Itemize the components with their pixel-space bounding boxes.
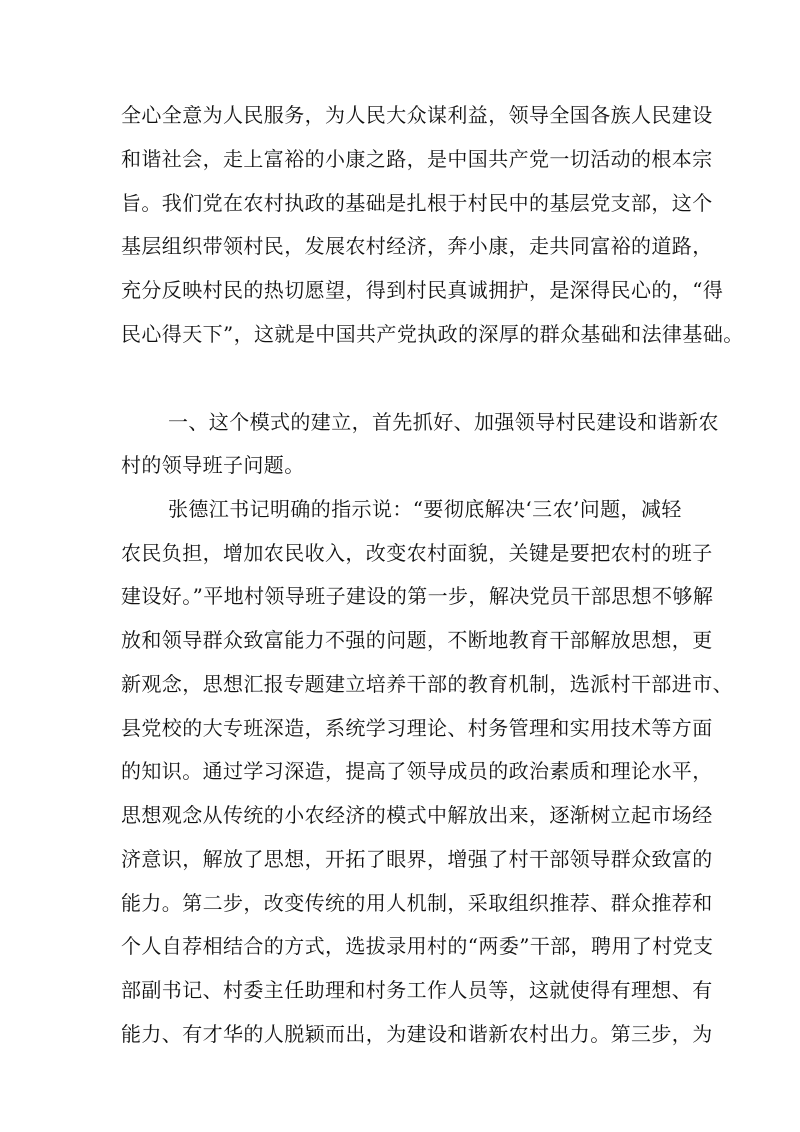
paragraph-line: 张德江书记明确的指示说：“要彻底解决‘三农’问题，减轻	[168, 497, 682, 521]
paragraph-line: 放和领导群众致富能力不强的问题，不断地教育干部解放思想，更	[121, 628, 713, 652]
paragraph-line: 的知识。通过学习深造，提高了领导成员的政治素质和理论水平，	[121, 759, 713, 783]
paragraph-line: 思想观念从传统的小农经济的模式中解放出来，逐渐树立起市场经	[121, 803, 713, 827]
paragraph-line: 基层组织带领村民，发展农村经济，奔小康，走共同富裕的道路，	[121, 234, 713, 258]
paragraph-line: 农民负担，增加农民收入，改变农村面貌，关键是要把农村的班子	[121, 541, 713, 565]
paragraph-line: 县党校的大专班深造，系统学习理论、村务管理和实用技术等方面	[121, 716, 713, 740]
paragraph-line: 建设好。”平地村领导班子建设的第一步，解决党员干部思想不够解	[121, 584, 714, 608]
paragraph-line: 充分反映村民的热切愿望，得到村民真诚拥护，是深得民心的，“得	[121, 278, 724, 302]
paragraph-line: 部副书记、村委主任助理和村务工作人员等，这就使得有理想、有	[121, 978, 713, 1002]
paragraph-line: 和谐社会，走上富裕的小康之路，是中国共产党一切活动的根本宗	[121, 147, 713, 171]
paragraph-line: 个人自荐相结合的方式，选拔录用村的“两委”干部，聘用了村党支	[121, 934, 714, 958]
paragraph-line: 旨。我们党在农村执政的基础是扎根于村民中的基层党支部，这个	[121, 191, 713, 215]
paragraph-line: 民心得天下”，这就是中国共产党执政的深厚的群众基础和法律基础。	[121, 322, 744, 346]
section-heading-line: 村的领导班子问题。	[121, 453, 305, 477]
paragraph-line: 济意识，解放了思想，开拓了眼界，增强了村干部领导群众致富的	[121, 847, 713, 871]
section-heading-line: 一、这个模式的建立，首先抓好、加强领导村民建设和谐新农	[168, 410, 719, 434]
paragraph-line: 全心全意为人民服务，为人民大众谋利益，领导全国各族人民建设	[121, 103, 713, 127]
paragraph-line: 新观念，思想汇报专题建立培养干部的教育机制，选派村干部进市、	[121, 672, 733, 696]
paragraph-line: 能力、有才华的人脱颖而出，为建设和谐新农村出力。第三步，为	[121, 1022, 713, 1046]
paragraph-line: 能力。第二步，改变传统的用人机制，采取组织推荐、群众推荐和	[121, 891, 713, 915]
